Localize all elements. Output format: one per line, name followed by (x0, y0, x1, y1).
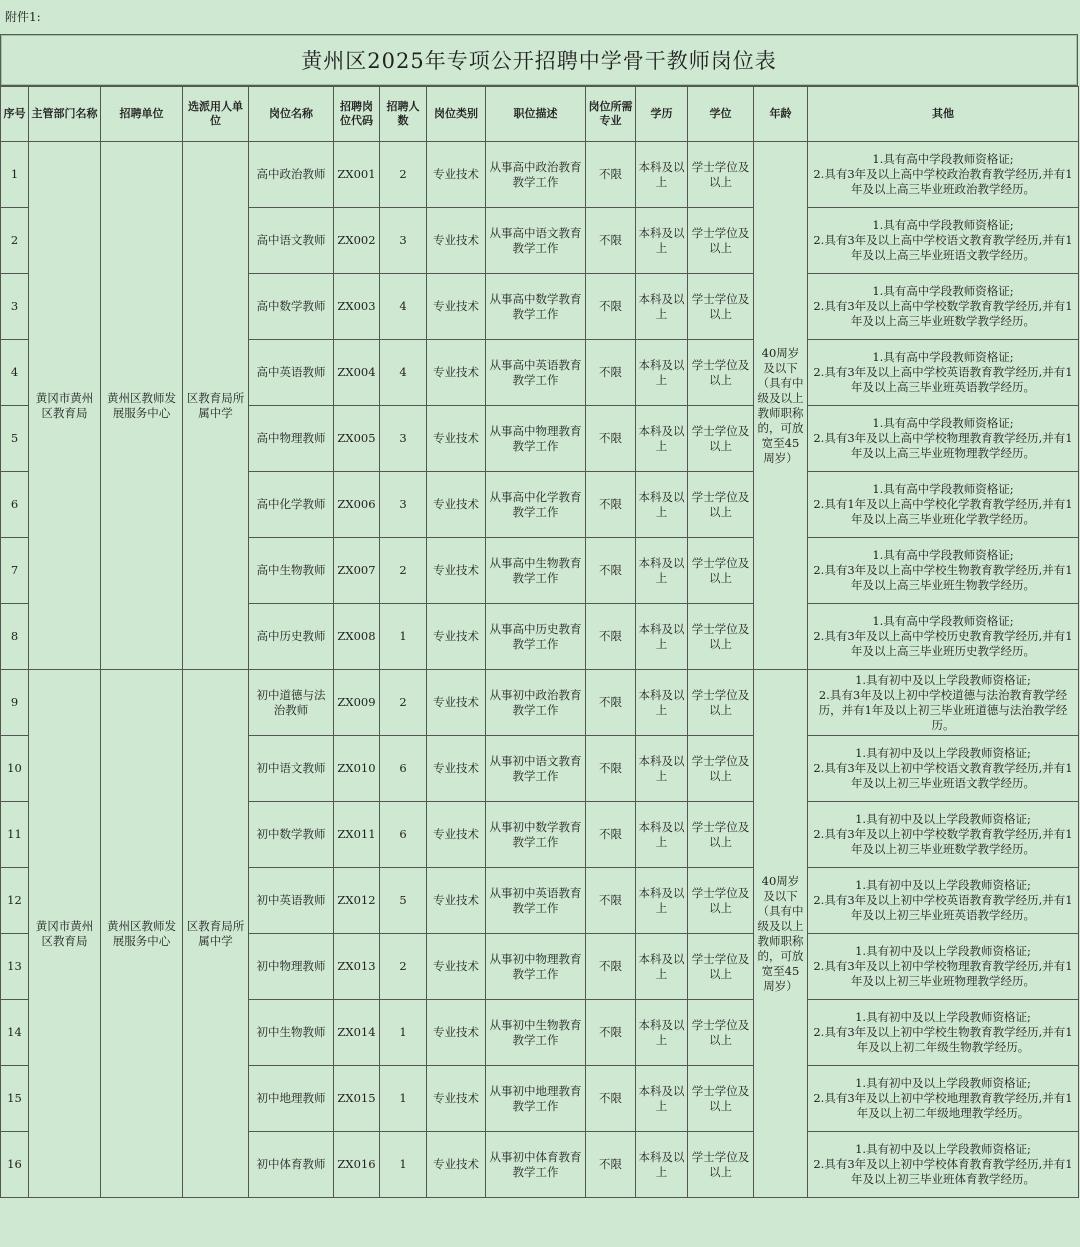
cell-category: 专业技术 (427, 670, 486, 736)
cell-edu: 本科及以上 (636, 1000, 688, 1066)
cell-desc: 从事初中数学教育教学工作 (486, 802, 586, 868)
cell-desc: 从事初中体育教育教学工作 (486, 1132, 586, 1198)
cell-degree: 学士学位及以上 (688, 736, 754, 802)
cell-code: ZX004 (334, 340, 380, 406)
attachment-label: 附件1: (5, 10, 41, 24)
cell-seq: 11 (1, 802, 29, 868)
cell-unit: 黄州区教师发展服务中心 (101, 670, 183, 1198)
cell-code: ZX001 (334, 142, 380, 208)
cell-major: 不限 (586, 670, 636, 736)
cell-seq: 7 (1, 538, 29, 604)
cell-code: ZX013 (334, 934, 380, 1000)
cell-degree: 学士学位及以上 (688, 1132, 754, 1198)
header-post: 岗位名称 (249, 87, 334, 142)
page-title: 黄州区2025年专项公开招聘中学骨干教师岗位表 (0, 34, 1078, 86)
cell-post: 高中化学教师 (249, 472, 334, 538)
cell-edu: 本科及以上 (636, 802, 688, 868)
header-row (1, 87, 1079, 142)
cell-category: 专业技术 (427, 472, 486, 538)
cell-category: 专业技术 (427, 208, 486, 274)
cell-category: 专业技术 (427, 538, 486, 604)
cell-seq: 16 (1, 1132, 29, 1198)
cell-desc: 从事初中政治教育教学工作 (486, 670, 586, 736)
cell-edu: 本科及以上 (636, 208, 688, 274)
cell-edu: 本科及以上 (636, 1132, 688, 1198)
cell-other: 1.具有初中及以上学段教师资格证; 2.具有3年及以上初中学校语文教育教学经历,并有1年及以上初三毕业班语文教学经历。 (808, 736, 1079, 802)
cell-edu: 本科及以上 (636, 670, 688, 736)
cell-degree: 学士学位及以上 (688, 604, 754, 670)
cell-edu: 本科及以上 (636, 736, 688, 802)
cell-degree: 学士学位及以上 (688, 868, 754, 934)
cell-unit: 黄州区教师发展服务中心 (101, 142, 183, 670)
cell-count: 6 (380, 736, 427, 802)
header-age: 年龄 (754, 87, 808, 142)
table-row (1, 142, 1079, 208)
cell-degree: 学士学位及以上 (688, 340, 754, 406)
cell-category: 专业技术 (427, 736, 486, 802)
cell-category: 专业技术 (427, 142, 486, 208)
cell-degree: 学士学位及以上 (688, 538, 754, 604)
cell-major: 不限 (586, 604, 636, 670)
header-seq: 序号 (1, 87, 29, 142)
cell-other: 1.具有初中及以上学段教师资格证; 2.具有3年及以上初中学校数学教育教学经历,并有1年及以上初三毕业班数学教学经历。 (808, 802, 1079, 868)
cell-category: 专业技术 (427, 802, 486, 868)
cell-count: 2 (380, 142, 427, 208)
cell-desc: 从事初中地理教育教学工作 (486, 1066, 586, 1132)
cell-seq: 9 (1, 670, 29, 736)
cell-code: ZX009 (334, 670, 380, 736)
cell-seq: 6 (1, 472, 29, 538)
cell-degree: 学士学位及以上 (688, 1000, 754, 1066)
cell-edu: 本科及以上 (636, 472, 688, 538)
cell-category: 专业技术 (427, 274, 486, 340)
cell-code: ZX012 (334, 868, 380, 934)
cell-other: 1.具有高中学段教师资格证; 2.具有3年及以上高中学校数学教育教学经历,并有1年及以上高三毕业班数学教学经历。 (808, 274, 1079, 340)
cell-post: 高中物理教师 (249, 406, 334, 472)
cell-degree: 学士学位及以上 (688, 208, 754, 274)
header-degree: 学位 (688, 87, 754, 142)
cell-category: 专业技术 (427, 340, 486, 406)
cell-edu: 本科及以上 (636, 868, 688, 934)
cell-seq: 15 (1, 1066, 29, 1132)
cell-major: 不限 (586, 472, 636, 538)
cell-age: 40周岁及以下（具有中级及以上教师职称的，可放宽至45周岁） (754, 142, 808, 670)
cell-major: 不限 (586, 868, 636, 934)
cell-post: 初中物理教师 (249, 934, 334, 1000)
cell-category: 专业技术 (427, 868, 486, 934)
cell-code: ZX002 (334, 208, 380, 274)
cell-category: 专业技术 (427, 934, 486, 1000)
cell-edu: 本科及以上 (636, 274, 688, 340)
cell-degree: 学士学位及以上 (688, 142, 754, 208)
cell-count: 3 (380, 472, 427, 538)
cell-major: 不限 (586, 538, 636, 604)
cell-degree: 学士学位及以上 (688, 1066, 754, 1132)
cell-other: 1.具有高中学段教师资格证; 2.具有1年及以上高中学校化学教育教学经历,并有1年及以上高三毕业班化学教学经历。 (808, 472, 1079, 538)
cell-seq: 1 (1, 142, 29, 208)
cell-seq: 3 (1, 274, 29, 340)
cell-desc: 从事高中数学教育教学工作 (486, 274, 586, 340)
cell-code: ZX005 (334, 406, 380, 472)
cell-edu: 本科及以上 (636, 406, 688, 472)
cell-other: 1.具有高中学段教师资格证; 2.具有3年及以上高中学校历史教育教学经历,并有1年及以上高三毕业班历史教学经历。 (808, 604, 1079, 670)
header-major: 岗位所需专业 (586, 87, 636, 142)
cell-count: 1 (380, 604, 427, 670)
cell-other: 1.具有高中学段教师资格证; 2.具有3年及以上高中学校政治教育教学经历,并有1年及以上高三毕业班政治教学经历。 (808, 142, 1079, 208)
cell-degree: 学士学位及以上 (688, 406, 754, 472)
cell-count: 5 (380, 868, 427, 934)
cell-code: ZX007 (334, 538, 380, 604)
positions-table (0, 86, 1079, 1198)
cell-desc: 从事初中英语教育教学工作 (486, 868, 586, 934)
cell-dept: 黄冈市黄州区教育局 (29, 142, 101, 670)
cell-code: ZX014 (334, 1000, 380, 1066)
cell-degree: 学士学位及以上 (688, 472, 754, 538)
cell-dispatch: 区教育局所属中学 (183, 670, 249, 1198)
cell-other: 1.具有初中及以上学段教师资格证; 2.具有3年及以上初中学校道德与法治教育教学经历，并有1年及以上初三毕业班道德与法治教学经历。 (808, 670, 1079, 736)
cell-seq: 13 (1, 934, 29, 1000)
cell-category: 专业技术 (427, 406, 486, 472)
cell-desc: 从事初中物理教育教学工作 (486, 934, 586, 1000)
cell-major: 不限 (586, 1000, 636, 1066)
cell-seq: 10 (1, 736, 29, 802)
cell-edu: 本科及以上 (636, 142, 688, 208)
cell-count: 1 (380, 1000, 427, 1066)
cell-desc: 从事高中语文教育教学工作 (486, 208, 586, 274)
cell-post: 高中语文教师 (249, 208, 334, 274)
cell-seq: 12 (1, 868, 29, 934)
cell-code: ZX006 (334, 472, 380, 538)
cell-code: ZX016 (334, 1132, 380, 1198)
header-unit: 招聘单位 (101, 87, 183, 142)
cell-desc: 从事初中生物教育教学工作 (486, 1000, 586, 1066)
cell-post: 高中数学教师 (249, 274, 334, 340)
cell-major: 不限 (586, 1132, 636, 1198)
cell-count: 6 (380, 802, 427, 868)
cell-post: 高中政治教师 (249, 142, 334, 208)
cell-count: 3 (380, 208, 427, 274)
cell-post: 初中语文教师 (249, 736, 334, 802)
cell-count: 1 (380, 1066, 427, 1132)
cell-count: 3 (380, 406, 427, 472)
cell-code: ZX008 (334, 604, 380, 670)
cell-major: 不限 (586, 1066, 636, 1132)
cell-major: 不限 (586, 274, 636, 340)
cell-desc: 从事初中语文教育教学工作 (486, 736, 586, 802)
cell-seq: 5 (1, 406, 29, 472)
header-dispatch: 选派用人单位 (183, 87, 249, 142)
cell-other: 1.具有初中及以上学段教师资格证; 2.具有3年及以上初中学校体育教育教学经历,并有1年及以上初三毕业班体育教学经历。 (808, 1132, 1079, 1198)
header-code: 招聘岗位代码 (334, 87, 380, 142)
header-other: 其他 (808, 87, 1079, 142)
table-row (1, 670, 1079, 736)
cell-degree: 学士学位及以上 (688, 274, 754, 340)
cell-other: 1.具有初中及以上学段教师资格证; 2.具有3年及以上初中学校英语教育教学经历,并有1年及以上初三毕业班英语教学经历。 (808, 868, 1079, 934)
cell-seq: 2 (1, 208, 29, 274)
cell-other: 1.具有初中及以上学段教师资格证; 2.具有3年及以上初中学校生物教育教学经历,并有1年及以上初二年级生物教学经历。 (808, 1000, 1079, 1066)
cell-desc: 从事高中政治教育教学工作 (486, 142, 586, 208)
cell-count: 4 (380, 340, 427, 406)
cell-dispatch: 区教育局所属中学 (183, 142, 249, 670)
cell-desc: 从事高中化学教育教学工作 (486, 472, 586, 538)
cell-post: 初中数学教师 (249, 802, 334, 868)
cell-category: 专业技术 (427, 1066, 486, 1132)
cell-count: 2 (380, 934, 427, 1000)
header-category: 岗位类别 (427, 87, 486, 142)
cell-code: ZX015 (334, 1066, 380, 1132)
cell-seq: 4 (1, 340, 29, 406)
cell-edu: 本科及以上 (636, 538, 688, 604)
header-dept: 主管部门名称 (29, 87, 101, 142)
cell-dept: 黄冈市黄州区教育局 (29, 670, 101, 1198)
cell-other: 1.具有高中学段教师资格证; 2.具有3年及以上高中学校语文教育教学经历,并有1年及以上高三毕业班语文教学经历。 (808, 208, 1079, 274)
cell-degree: 学士学位及以上 (688, 670, 754, 736)
cell-desc: 从事高中英语教育教学工作 (486, 340, 586, 406)
cell-degree: 学士学位及以上 (688, 934, 754, 1000)
cell-major: 不限 (586, 340, 636, 406)
cell-other: 1.具有初中及以上学段教师资格证; 2.具有3年及以上初中学校物理教育教学经历,并有1年及以上初三毕业班物理教学经历。 (808, 934, 1079, 1000)
cell-category: 专业技术 (427, 1132, 486, 1198)
cell-other: 1.具有高中学段教师资格证; 2.具有3年及以上高中学校生物教育教学经历,并有1年及以上高三毕业班生物教学经历。 (808, 538, 1079, 604)
cell-major: 不限 (586, 208, 636, 274)
cell-code: ZX003 (334, 274, 380, 340)
cell-post: 初中体育教师 (249, 1132, 334, 1198)
header-count: 招聘人数 (380, 87, 427, 142)
cell-count: 4 (380, 274, 427, 340)
cell-code: ZX011 (334, 802, 380, 868)
cell-count: 2 (380, 538, 427, 604)
cell-age: 40周岁及以下（具有中级及以上教师职称的，可放宽至45周岁） (754, 670, 808, 1198)
cell-desc: 从事高中历史教育教学工作 (486, 604, 586, 670)
cell-count: 2 (380, 670, 427, 736)
table-body (1, 142, 1079, 1198)
cell-post: 高中英语教师 (249, 340, 334, 406)
cell-edu: 本科及以上 (636, 604, 688, 670)
cell-edu: 本科及以上 (636, 934, 688, 1000)
cell-category: 专业技术 (427, 1000, 486, 1066)
cell-major: 不限 (586, 142, 636, 208)
cell-category: 专业技术 (427, 604, 486, 670)
cell-major: 不限 (586, 934, 636, 1000)
cell-major: 不限 (586, 406, 636, 472)
cell-post: 初中道德与法治教师 (249, 670, 334, 736)
cell-desc: 从事高中生物教育教学工作 (486, 538, 586, 604)
header-edu: 学历 (636, 87, 688, 142)
cell-edu: 本科及以上 (636, 340, 688, 406)
cell-major: 不限 (586, 802, 636, 868)
cell-desc: 从事高中物理教育教学工作 (486, 406, 586, 472)
cell-post: 高中历史教师 (249, 604, 334, 670)
cell-count: 1 (380, 1132, 427, 1198)
cell-seq: 8 (1, 604, 29, 670)
cell-post: 高中生物教师 (249, 538, 334, 604)
cell-other: 1.具有初中及以上学段教师资格证; 2.具有3年及以上初中学校地理教育教学经历,并有1年及以上初二年级地理教学经历。 (808, 1066, 1079, 1132)
header-desc: 职位描述 (486, 87, 586, 142)
cell-other: 1.具有高中学段教师资格证; 2.具有3年及以上高中学校物理教育教学经历,并有1年及以上高三毕业班物理教学经历。 (808, 406, 1079, 472)
cell-post: 初中地理教师 (249, 1066, 334, 1132)
cell-post: 初中英语教师 (249, 868, 334, 934)
cell-degree: 学士学位及以上 (688, 802, 754, 868)
cell-post: 初中生物教师 (249, 1000, 334, 1066)
cell-major: 不限 (586, 736, 636, 802)
cell-other: 1.具有高中学段教师资格证; 2.具有3年及以上高中学校英语教育教学经历,并有1年及以上高三毕业班英语教学经历。 (808, 340, 1079, 406)
cell-seq: 14 (1, 1000, 29, 1066)
cell-code: ZX010 (334, 736, 380, 802)
cell-edu: 本科及以上 (636, 1066, 688, 1132)
